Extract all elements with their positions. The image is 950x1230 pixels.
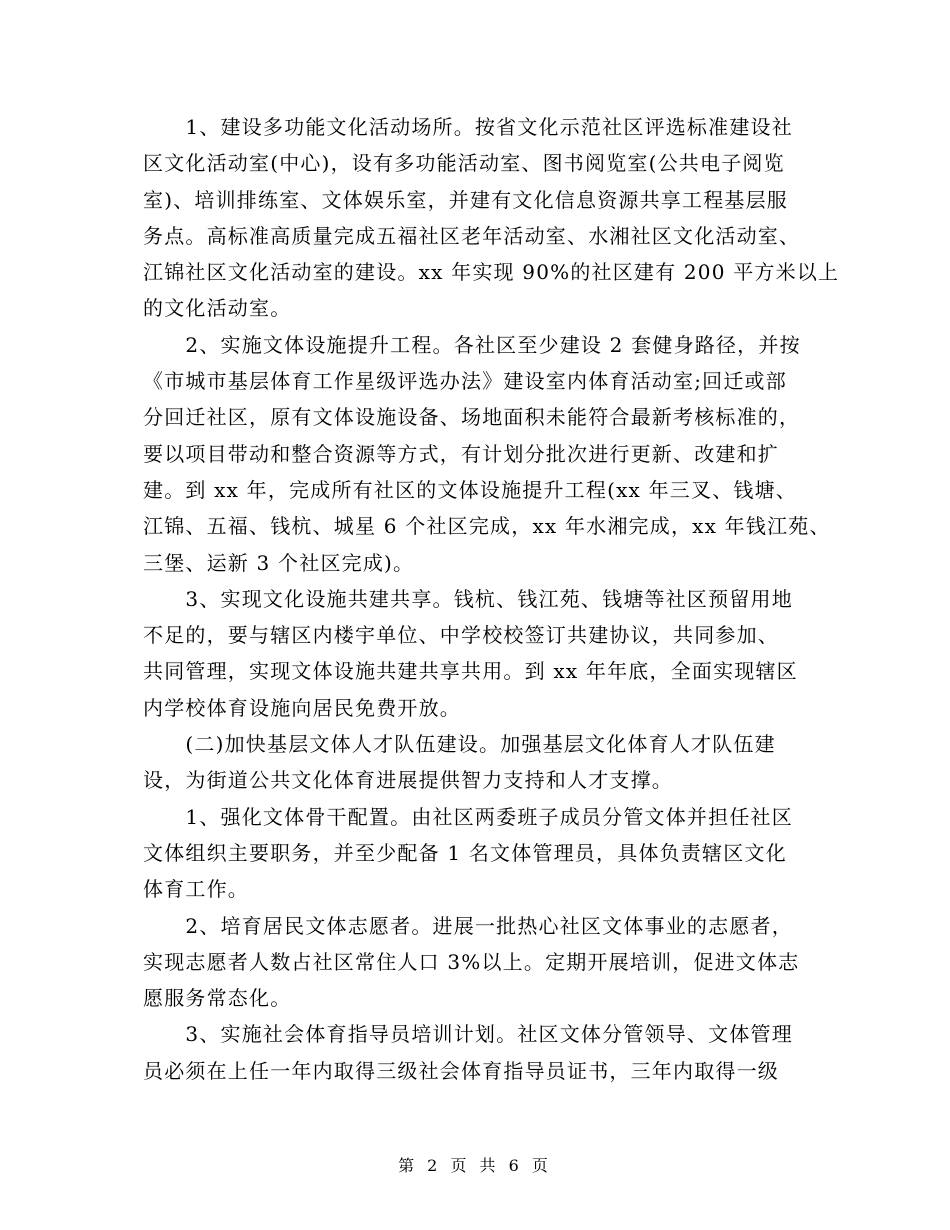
text-line: 文体组织主要职务，并至少配备 1 名文体管理员，具体负责辖区文化 [143, 840, 787, 865]
text-line: 设，为街道公共文化体育进展提供智力支持和人才支撑。 [143, 768, 673, 793]
text-line: 共同管理，实现文体设施共建共享共用。到 xx 年年底，全面实现辖区 [143, 659, 798, 684]
text-line: 室)、培训排练室、文体娱乐室，并建有文化信息资源共享工程基层服 [143, 187, 789, 212]
text-line: 建。到 xx 年，完成所有社区的文体设施提升工程(xx 年三叉、钱塘、 [143, 477, 797, 502]
text-line: 不足的，要与辖区内楼宇单位、中学校校签订共建协议，共同参加、 [143, 623, 779, 648]
text-line: 3、实施社会体育指导员培训计划。社区文体分管领导、文体管理 [143, 1022, 793, 1047]
text-line: 江锦、五福、钱杭、城星 6 个社区完成，xx 年水湘完成，xx 年钱江苑、 [143, 514, 831, 539]
text-line: 的文化活动室。 [143, 296, 292, 321]
text-line: 实现志愿者人数占社区常住人口 3%以上。定期开展培训，促进文体志 [143, 949, 800, 974]
text-line: 江锦社区文化活动室的建设。xx 年实现 90%的社区建有 200 平方米以上 [143, 260, 840, 285]
text-line: 2、培育居民文体志愿者。进展一批热心社区文体事业的志愿者， [143, 913, 793, 938]
text-line: 2、实施文体设施提升工程。各社区至少建设 2 套健身路径，并按 [143, 332, 801, 357]
text-line: 员必须在上任一年内取得三级社会体育指导员证书，三年内取得一级 [143, 1058, 779, 1083]
text-line: 《市城市基层体育工作星级评选办法》建设室内体育活动室;回迁或部 [143, 369, 787, 394]
text-line: 三堡、运新 3 个社区完成)。 [143, 550, 415, 575]
text-line: 区文化活动室(中心)，设有多功能活动室、图书阅览室(公共电子阅览 [143, 151, 785, 176]
text-line: 分回迁社区，原有文体设施设备、场地面积未能符合最新考核标准的， [143, 405, 801, 430]
text-line: 3、实现文化设施共建共享。钱杭、钱江苑、钱塘等社区预留用地 [143, 586, 793, 611]
text-line: 1、建设多功能文化活动场所。按省文化示范社区评选标准建设社 [143, 115, 793, 139]
text-line: (二)加快基层文体人才队伍建设。加强基层文化体育人才队伍建 [143, 732, 776, 757]
text-line: 内学校体育设施向居民免费开放。 [143, 695, 461, 720]
text-line: 体育工作。 [143, 877, 249, 902]
text-line: 务点。高标准高质量完成五福社区老年活动室、水湘社区文化活动室、 [143, 223, 801, 248]
text-line: 1、强化文体骨干配置。由社区两委班子成员分管文体并担任社区 [143, 804, 793, 829]
body-paragraphs [143, 109, 840, 1089]
document-body [143, 109, 840, 1089]
text-line: 愿服务常态化。 [143, 986, 292, 1011]
page-number-footer: 第 2 页 共 6 页 [398, 1156, 552, 1175]
text-line: 要以项目带动和整合资源等方式，有计划分批次进行更新、改建和扩 [143, 441, 779, 466]
